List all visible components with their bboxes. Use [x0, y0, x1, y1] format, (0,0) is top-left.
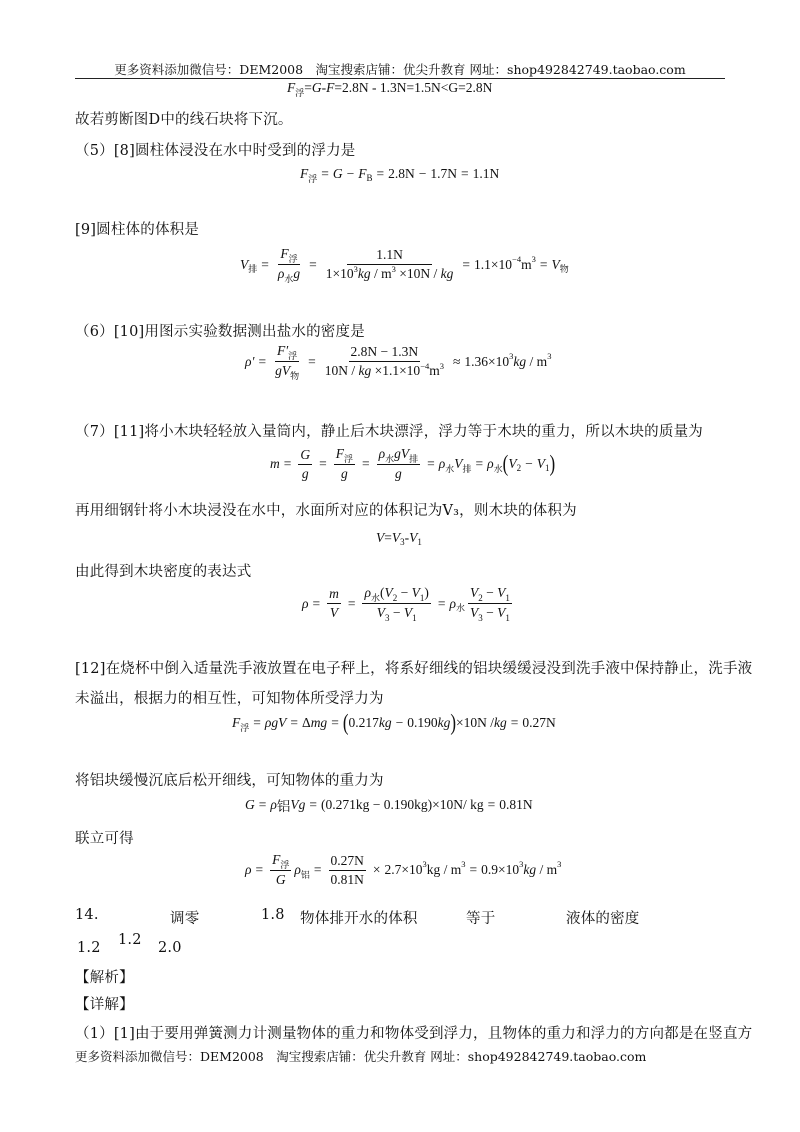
- text-part-7: （7）[11]将小木块轻轻放入量筒内，静止后木块漂浮，浮力等于木块的重力，所以木块的质量为: [75, 424, 703, 440]
- equation-aluminum-weight: G = ρ 铝 Vg = (0.271kg − 0.190kg)×10N/ kg = 0.81N: [245, 797, 533, 814]
- header-rule: [75, 78, 725, 79]
- text-combine: 联立可得: [75, 831, 134, 847]
- equation-wood-volume: V = V 3 - V 1: [376, 530, 422, 547]
- equation-wood-mass: m = $\frac{G}{g}$ = $\frac{F_浮}{g}$ = $\frac{\rho_水gV_排}{g}$ = ρ 水 V 排 = ρ 水 ( V 2 − V 1 ): [270, 446, 556, 481]
- answer-blank-1: 调零: [170, 911, 200, 927]
- equation-brine-density: ρ′ = $\frac{F'_浮}{gV_物}$ = $\frac{2.8N - 1.3N}{10N / kg \times 1.1\times 10^{-4}m^3}$ ≈ 1.36×10 3 kg / m 3: [245, 343, 552, 381]
- text-part-5: （5）[8]圆柱体浸没在水中时受到的浮力是: [75, 143, 356, 159]
- page-footer: 更多资料添加微信号：DEM2008 淘宝搜索店铺：优尖升教育 网址：shop492842749.taobao.com: [75, 1049, 647, 1064]
- equation-soap-buoyancy: F 浮 = ρgV = Δ mg = ( 0.217 kg − 0.190 kg ) ×10N / kg = 0.27N: [232, 709, 556, 736]
- answer-blank-8: 2.0: [158, 940, 182, 956]
- text-part-6: （6）[10]用图示实验数据测出盐水的密度是: [75, 324, 365, 340]
- equation-cylinder-volume: V 排 = $\frac{F_浮}{\rho_水g}$ = $\frac{1.1N}{1\times 10^3kg / m^3 \times 10N / kg}$ = 1.1×10 −4 m 3 = V 物: [240, 246, 569, 284]
- equation-soap-density: ρ = $\frac{F_浮}{G}$ ρ 铝 = $\frac{0.27N}{0.81N}$ × 2.7×10 3 kg / m 3 = 0.9×10 3 kg / m 3: [245, 852, 562, 887]
- answer-blank-7: 1.2: [118, 932, 142, 948]
- text-sink-conclusion: 故若剪断图D中的线石块将下沉。: [75, 112, 293, 128]
- equation-buoyancy-stone: F 浮 = G - F =2.8N - 1.3N=1.5N<G=2.8N: [287, 80, 493, 98]
- section-detail: 【详解】: [75, 997, 134, 1013]
- answer-blank-5: 液体的密度: [566, 911, 640, 927]
- text-steel-needle: 再用细钢针将小木块浸没在水中，水面所对应的体积记为V₃，则木块的体积为: [75, 503, 577, 519]
- equation-cylinder-buoyancy: F 浮 = G − F B = 2.8N − 1.7N = 1.1N: [300, 166, 500, 184]
- text-aluminum-weight: 将铝块缓慢沉底后松开细线，可知物体的重力为: [75, 773, 384, 789]
- text-derive: 由此得到木块密度的表达式: [75, 564, 252, 580]
- text-part-1: （1）[1]由于要用弹簧测力计测量物体的重力和物体受到浮力，且物体的重力和浮力的方向都是在竖直方: [75, 1026, 753, 1042]
- question-number: 14.: [75, 907, 99, 923]
- text-part-9: [9]圆柱体的体积是: [75, 222, 200, 238]
- text-part-12-line2: 未溢出，根据力的相互性，可知物体所受浮力为: [75, 691, 384, 707]
- answer-blank-6: 1.2: [77, 940, 101, 956]
- answer-blank-2: 1.8: [261, 907, 285, 923]
- section-analysis: 【解析】: [75, 970, 134, 986]
- page-header: 更多资料添加微信号：DEM2008 淘宝搜索店铺：优尖升教育 网址：shop492842749.taobao.com: [114, 62, 686, 77]
- text-part-12-line1: [12]在烧杯中倒入适量洗手液放置在电子秤上，将系好细线的铝块缓缓浸没到洗手液中保持静止，洗手液: [75, 661, 753, 677]
- answer-blank-3: 物体排开水的体积: [300, 911, 418, 927]
- answer-blank-4: 等于: [466, 911, 496, 927]
- equation-wood-density: ρ = $\frac{m}{V}$ = $\frac{\rho_水(V_2 - V_1)}{V_3 - V_1}$ = ρ 水 $\frac{V_2 - V_1}{V_3 - V_1}$: [302, 585, 510, 623]
